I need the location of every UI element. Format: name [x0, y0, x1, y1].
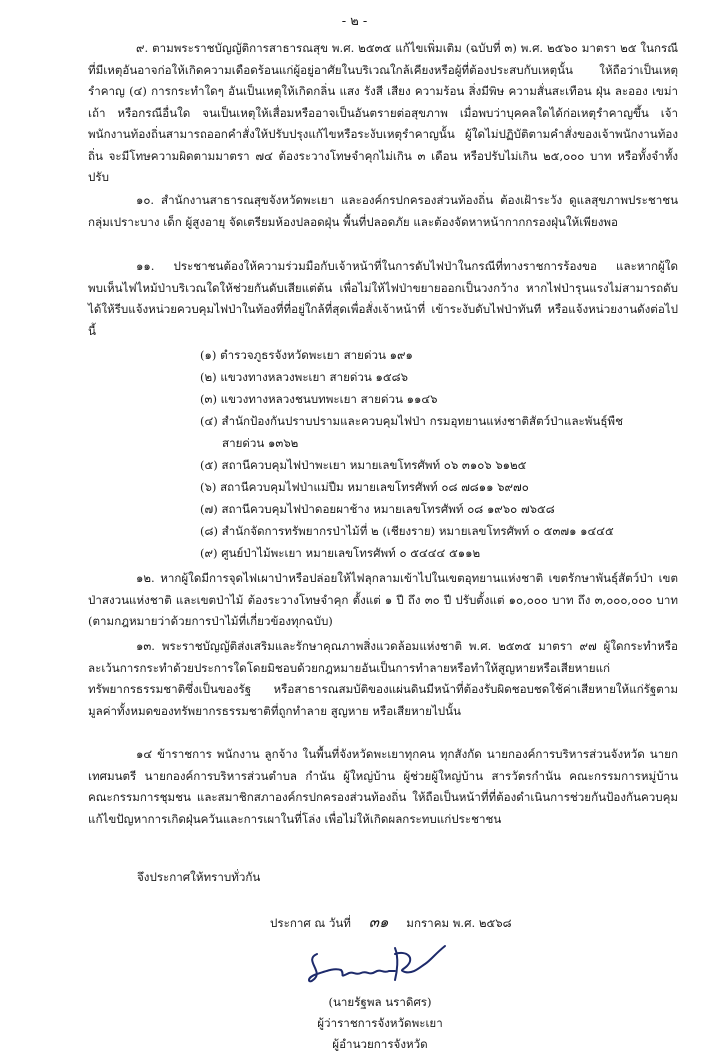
- contact-item: (๑) ตำรวจภูธรจังหวัดพะเยา สายด่วน ๑๙๑: [200, 348, 413, 362]
- contact-item: (๓) แขวงทางหลวงชนบทพะเยา สายด่วน ๑๑๔๖: [200, 392, 438, 406]
- clause-13-text: ๑๓. พระราชบัญญัติส่งเสริมและรักษาคุณภาพสิ่งแวดล้อมแห่งชาติ พ.ศ. ๒๕๓๕ มาตรา ๙๗ ผู้ใดกระทำหรือละเว้นการกระทำด้วยประการใดโดยมิชอบด้วยกฎหมายอันเป็นการทำลายหรือทำให้สูญหายหรือเสียหายแก่ทรัพยากรธรรมชาติซึ่งเป็นของรัฐ หรือสาธารณสมบัติของแผ่นดินมีหน้าที่ต้องรับผิดชอบชดใช้ค่าเสียหายให้แก่รัฐตามมูลค่าทั้งหมดของทรัพยากรธรรมชาติที่ถูกทำลาย สูญหาย หรือเสียหายไปนั้น: [88, 639, 678, 718]
- contact-item: (๔) สำนักป้องกันปราบปรามและควบคุมไฟป่า กรมอุทยานแห่งชาติสัตว์ป่าและพันธุ์พืช: [200, 414, 623, 428]
- clause-12: [88, 568, 678, 633]
- clause-13: [88, 636, 678, 722]
- closing-statement: จึงประกาศให้ทราบทั่วกัน: [137, 870, 261, 884]
- date-prefix: ประกาศ ณ วันที่: [270, 916, 351, 930]
- clause-9: [88, 38, 678, 189]
- contact-item: (๙) ศูนย์ป่าไม้พะเยา หมายเลขโทรศัพท์ ๐ ๕๔๔๔ ๕๑๑๒: [200, 546, 481, 560]
- clause-12-text: ๑๒. หากผู้ใดมีการจุดไฟเผาป่าหรือปล่อยให้ไฟลุกลามเข้าไปในเขตอุทยานแห่งชาติ เขตรักษาพันธุ์สัตว์ป่า เขตป่าสงวนแห่งชาติ และเขตป่าไม้ ต้องระวางโทษจำคุก ตั้งแต่ ๑ ปี ถึง ๓๐ ปี ปรับตั้งแต่ ๑๐,๐๐๐ บาท ถึง ๓,๐๐๐,๐๐๐ บาท (ตามกฎหมายว่าด้วยการป่าไม้ที่เกี่ยวข้องทุกฉบับ): [88, 571, 678, 628]
- page-number: - ๒ -: [341, 14, 368, 29]
- clause-14: [88, 744, 678, 830]
- clause-14-text: ๑๔ ข้าราชการ พนักงาน ลูกจ้าง ในพื้นที่จังหวัดพะเยาทุกคน ทุกสังกัด นายกองค์การบริหารส่วนจังหวัด นายกเทศมนตรี นายกองค์การบริหารส่วนตำบล กำนัน ผู้ใหญ่บ้าน ผู้ช่วยผู้ใหญ่บ้าน สารวัตรกำนัน คณะกรรมการหมู่บ้าน คณะกรรมการชุมชน และสมาชิกสภาองค์กรปกครองส่วนท้องถิ่น ให้ถือเป็นหน้าที่ที่ต้องดำเนินการช่วยกันป้องกันควบคุม แก้ไขปัญหาการเกิดฝุ่นควันและการเผาในที่โล่ง เพื่อไม่ให้เกิดผลกระทบแก่ประชาชน: [88, 747, 678, 826]
- signatory-name: (นายรัฐพล นราดิศร): [328, 995, 432, 1009]
- contact-item: (๕) สถานีควบคุมไฟป่าพะเยา หมายเลขโทรศัพท์ ๐๖ ๓๑๐๖ ๖๑๒๕: [200, 458, 527, 472]
- signature-icon: [295, 940, 465, 992]
- contact-item-continuation: สายด่วน ๑๓๖๒: [222, 436, 299, 450]
- signature-block: [295, 940, 465, 1055]
- contact-item: (๗) สถานีควบคุมไฟป่าดอยผาช้าง หมายเลขโทรศัพท์ ๐๘ ๑๙๖๐ ๗๖๕๘: [200, 502, 555, 516]
- contact-list: [200, 344, 680, 564]
- clause-10-text: ๑๐. สำนักงานสาธารณสุขจังหวัดพะเยา และองค์กรปกครองส่วนท้องถิ่น ต้องเฝ้าระวัง ดูแลสุขภาพประชาชน กลุ่มเปราะบาง เด็ก ผู้สูงอายุ จัดเตรียมห้องปลอดฝุ่น พื้นที่ปลอดภัย และต้องจัดหาหน้ากากกรองฝุ่นให้เพียงพอ: [88, 193, 678, 229]
- clause-9-text: ๙. ตามพระราชบัญญัติการสาธารณสุข พ.ศ. ๒๕๓๕ แก้ไขเพิ่มเติม (ฉบับที่ ๓) พ.ศ. ๒๕๖๐ มาตรา ๒๕ ในกรณีที่มีเหตุอันอาจก่อให้เกิดความเดือดร้อนแก่ผู้อยู่อาศัยในบริเวณใกล้เคียงหรือผู้ที่ต้องประสบกับเหตุนั้น ให้ถือว่าเป็นเหตุรำคาญ (๔) การกระทำใดๆ อันเป็นเหตุให้เกิดกลิ่น แสง รังสี เสียง ความร้อน สิ่งมีพิษ ความสั่นสะเทือน ฝุ่น ละออง เขม่า เถ้า หรือกรณีอื่นใด จนเป็นเหตุให้เสื่อมหรืออาจเป็นอันตรายต่อสุขภาพ เมื่อพบว่าบุคคลใดได้ก่อเหตุรำคาญขึ้น เจ้าพนักงานท้องถิ่นสามารถออกคำสั่งให้ปรับปรุงแก้ไขหรือระงับเหตุรำคาญนั้น ผู้ใดไม่ปฏิบัติตามคำสั่งของเจ้าพนักงานท้องถิ่น จะมีโทษความผิดตามมาตรา ๗๔ ต้องระวางโทษจำคุกไม่เกิน ๓ เดือน หรือปรับไม่เกิน ๒๕,๐๐๐ บาท หรือทั้งจำทั้งปรับ: [88, 41, 678, 184]
- contact-item: (๒) แขวงทางหลวงพะเยา สายด่วน ๑๕๘๖: [200, 370, 408, 384]
- clause-11-text: ๑๑. ประชาชนต้องให้ความร่วมมือกับเจ้าหน้าที่ในการดับไฟป่าในกรณีที่ทางราชการร้องขอ และหากผู้ใดพบเห็นไฟไหม้ป่าบริเวณใดให้ช่วยกันดับเสียแต่ต้น เพื่อไม่ให้ไฟป่าขยายออกเป็นวงกว้าง หากไฟป่ารุนแรงไม่สามารถดับได้ให้รีบแจ้งหน่วยควบคุมไฟป่าในท้องที่ที่อยู่ใกล้ที่สุดเพื่อสั่งเจ้าหน้าที่ เข้าระงับดับไฟป่าทันที หรือแจ้งหน่วยงานดังต่อไปนี้: [88, 259, 678, 338]
- clause-11: [88, 256, 678, 342]
- contact-item: (๖) สถานีควบคุมไฟป่าแม่ปืม หมายเลขโทรศัพท์ ๐๘ ๗๘๑๑ ๖๙๗๐: [200, 480, 529, 494]
- signatory-role: ผู้อำนวยการจังหวัด: [332, 1037, 428, 1051]
- date-month-year: มกราคม พ.ศ. ๒๕๖๘: [406, 916, 512, 930]
- contact-item: (๘) สำนักจัดการทรัพยากรป่าไม้ที่ ๒ (เชียงราย) หมายเลขโทรศัพท์ ๐ ๕๓๗๑ ๑๔๔๕: [200, 524, 614, 538]
- date-day: ๓๑: [368, 913, 389, 931]
- signatory-title: ผู้ว่าราชการจังหวัดพะเยา: [317, 1016, 443, 1030]
- clause-10: [88, 190, 678, 233]
- announcement-date: [270, 910, 512, 934]
